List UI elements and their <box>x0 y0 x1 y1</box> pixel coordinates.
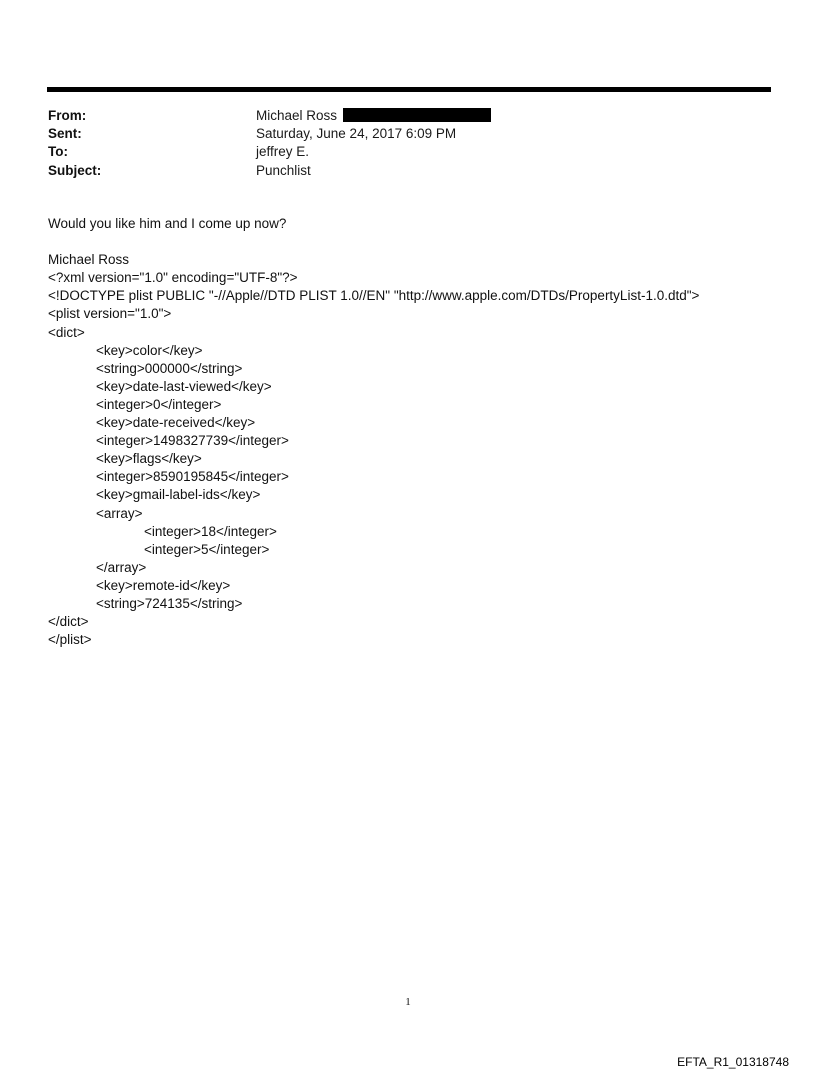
header-divider <box>47 87 771 92</box>
array-line: <integer>5</integer> <box>144 541 270 557</box>
dict-line: <integer>8590195845</integer> <box>96 469 289 485</box>
from-row <box>48 107 768 125</box>
dict-close-tag: </dict> <box>48 614 89 630</box>
dict-line: <key>color</key> <box>96 342 203 358</box>
subject-row <box>48 162 768 180</box>
dict-line: <key>gmail-label-ids</key> <box>96 487 261 503</box>
body-signature: Michael Ross <box>48 252 130 268</box>
to-row <box>48 143 768 161</box>
dict-line: <integer>1498327739</integer> <box>96 433 289 449</box>
dict-line: <key>remote-id</key> <box>96 577 231 593</box>
page-number: 1 <box>405 996 411 1008</box>
blank-line <box>48 233 778 251</box>
dict-open-tag: <dict> <box>48 324 85 340</box>
sent-label: Sent: <box>48 126 82 142</box>
dict-line: <key>date-received</key> <box>96 415 256 431</box>
dict-line: <key>flags</key> <box>96 451 202 467</box>
to-label: To: <box>48 144 68 160</box>
dict-line: </array> <box>96 559 147 575</box>
sent-row <box>48 125 768 143</box>
dict-line: <string>724135</string> <box>96 595 243 611</box>
from-value <box>256 107 491 125</box>
dict-line: <array> <box>96 505 143 521</box>
email-header <box>48 107 768 180</box>
dict-line: <integer>0</integer> <box>96 396 222 412</box>
email-body <box>48 215 778 649</box>
redaction-block <box>343 108 491 122</box>
xml-declaration: <?xml version="1.0" encoding="UTF-8"?> <box>48 270 298 286</box>
sender-name: Michael Ross <box>256 108 338 123</box>
body-question: Would you like him and I come up now? <box>48 216 287 231</box>
dict-line: <key>date-last-viewed</key> <box>96 378 272 394</box>
dict-line: <string>000000</string> <box>96 360 243 376</box>
array-line: <integer>18</integer> <box>144 523 277 539</box>
plist-open-tag: <plist version="1.0"> <box>48 306 172 322</box>
subject-value: Punchlist <box>256 162 311 178</box>
subject-label: Subject: <box>48 162 102 178</box>
plist-close-tag: </plist> <box>48 632 92 648</box>
from-label: From: <box>48 108 87 123</box>
xml-doctype: <!DOCTYPE plist PUBLIC "-//Apple//DTD PLIST 1.0//EN" "http://www.apple.com/DTDs/PropertyList-1.0.dtd"> <box>48 288 700 304</box>
sent-value: Saturday, June 24, 2017 6:09 PM <box>256 126 457 142</box>
document-id: EFTA_R1_01318748 <box>677 1055 789 1069</box>
to-value: jeffrey E. <box>256 144 310 160</box>
